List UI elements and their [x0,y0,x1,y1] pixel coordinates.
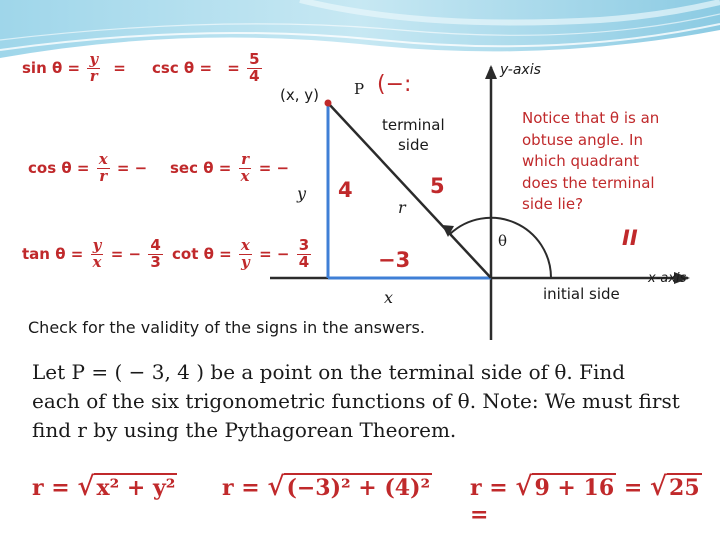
notice-text: Notice that θ is an obtuse angle. In which quadrant does the terminal side lie? [522,109,660,213]
cot-formula: cot θ = $\frac{x}{y}$ = − $\frac{3}{4}$ [172,236,310,271]
quadrant-label: II [622,226,638,250]
y-label: y [297,184,307,203]
y-axis-label: y-axis [500,62,541,78]
sin-formula: sin θ = $\frac{y}{r}$ = [22,50,126,85]
cos-formula: cos θ = $\frac{x}{r}$ = − [28,150,148,185]
four-label: 4 [338,178,353,202]
x-label: x [384,288,394,307]
sec-formula: sec θ = $\frac{r}{x}$ = − [170,150,290,185]
initial-side-label: initial side [543,285,620,303]
equation-2: r = √(−3)² + (4)² [222,472,431,502]
five-label: 5 [430,174,445,198]
csc-formula: csc θ = = $\frac{5}{4}$ [152,50,260,85]
check-text: Check for the validity of the signs in the answers. [28,318,425,337]
r-label: r [398,198,406,217]
point-p [325,100,332,107]
equation-1: r = √x² + y² [32,472,176,502]
y-axis-arrow [485,65,497,79]
terminal-label: terminal side [382,116,445,154]
theta-label: θ [498,232,508,250]
coord-label: (x, y) [280,86,319,104]
equation-3: r = √9 + 16 = √25 = [470,472,700,528]
neg-partial-label: (−: [377,72,412,97]
x-axis-label: x-axis [648,271,687,286]
problem-text: Let P = ( − 3, 4 ) be a point on the terminal side of θ. Find each of the six trigonometric functions of θ. Note: We must first find r by using the Pythagorean Theorem. [32,360,680,442]
point-label: P [354,80,365,98]
tan-formula: tan θ = $\frac{y}{x}$ = − $\frac{4}{3}$ [22,236,161,271]
neg-three-label: −3 [378,248,411,272]
